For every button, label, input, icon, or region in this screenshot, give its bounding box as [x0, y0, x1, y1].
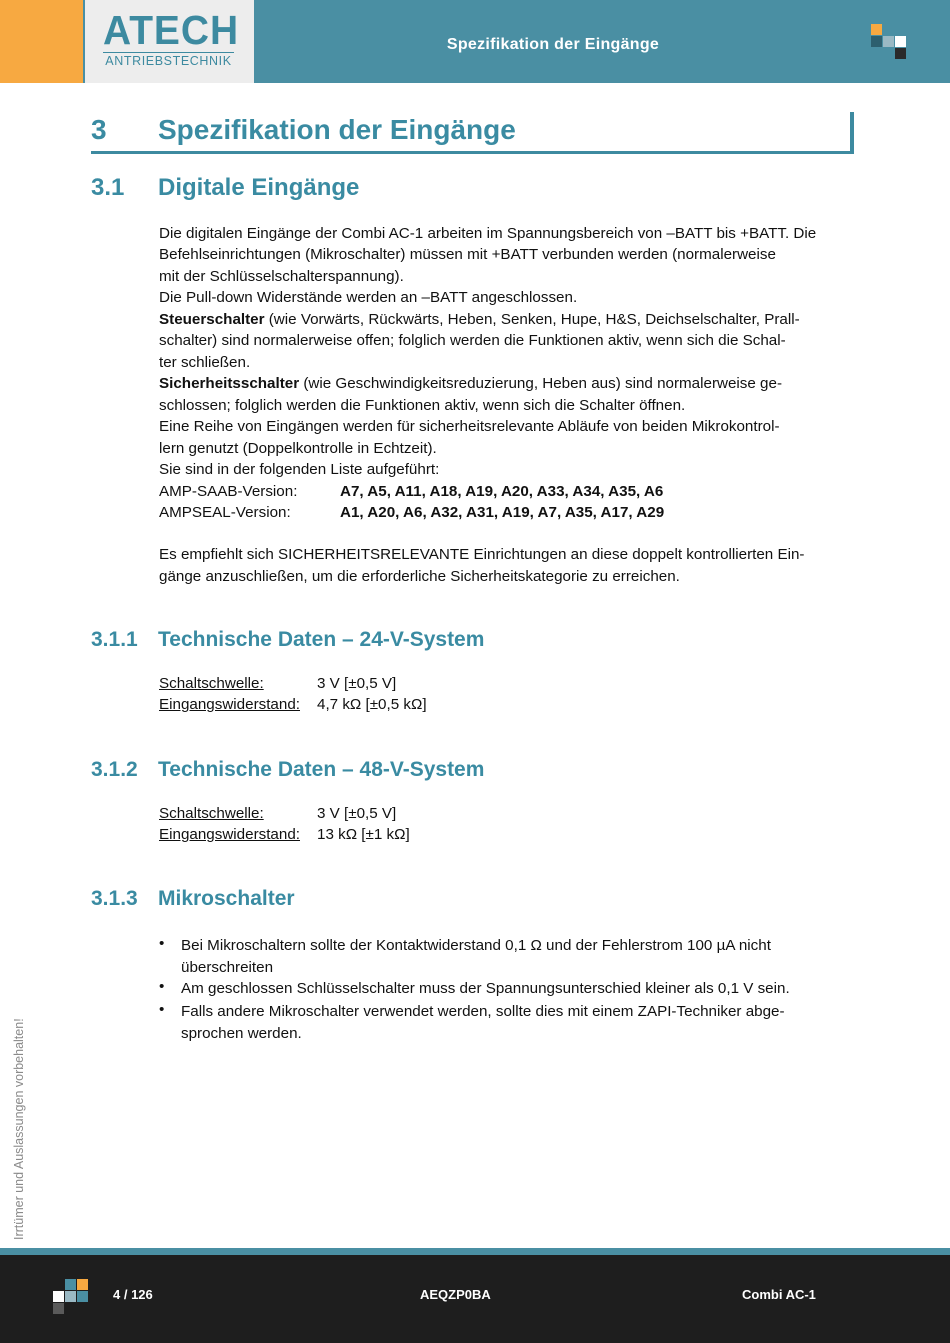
bullet-icon: •: [159, 935, 165, 952]
bullet-icon: •: [159, 978, 165, 995]
heading-rule: [850, 112, 854, 152]
heading-number: 3: [91, 114, 107, 145]
paragraph-line: schalter) sind normalerweise offen; folglich werden die Funktionen aktiv, wenn sich die Schal-: [159, 332, 786, 349]
heading-number: 3.1.1: [91, 628, 138, 651]
paragraph-line: Die digitalen Eingänge der Combi AC-1 arbeiten im Spannungsbereich von –BATT bis +BATT. Die: [159, 225, 817, 242]
logo-subtitle: ANTRIEBSTECHNIK: [103, 52, 234, 68]
page-header: [0, 0, 950, 83]
heading-title: Technische Daten – 48-V-System: [158, 758, 485, 781]
bullet-icon: •: [159, 1001, 165, 1018]
spec-value: 13 kΩ [±1 kΩ]: [317, 826, 410, 843]
heading-number: 3.1.3: [91, 887, 138, 910]
paragraph-line: Es empfiehlt sich SICHERHEITSRELEVANTE Einrichtungen an diese doppelt kontrollierten Ein-: [159, 546, 805, 563]
bullet-text: überschreiten: [181, 959, 274, 976]
heading-title: Mikroschalter: [158, 887, 295, 910]
paragraph-line: Sicherheitsschalter (wie Geschwindigkeitsreduzierung, Heben aus) sind normalerweise ge-: [159, 375, 782, 392]
heading-number: 3.1.2: [91, 758, 138, 781]
heading-number: 3.1: [91, 174, 125, 201]
spec-value: 3 V [±0,5 V]: [317, 805, 397, 822]
paragraph-line: Eine Reihe von Eingängen werden für sicherheitsrelevante Abläufe von beiden Mikrokontrol-: [159, 418, 780, 435]
bullet-text: Falls andere Mikroschalter verwendet werden, sollte dies mit einem ZAPI-Techniker abge-: [181, 1003, 785, 1020]
spec-label: Eingangswiderstand:: [159, 696, 300, 713]
heading-title: Spezifikation der Eingänge: [158, 114, 516, 145]
header-title: Spezifikation der Eingänge: [446, 36, 660, 53]
bullet-text: Am geschlossen Schlüsselschalter muss der Spannungsunterschied kleiner als 0,1 V sein.: [181, 980, 790, 997]
section-heading-3: [91, 112, 854, 154]
spec-label: Schaltschwelle:: [159, 675, 264, 692]
paragraph-line: schlossen; folglich werden die Funktionen aktiv, wenn sich die Schalter öffnen.: [159, 397, 686, 414]
page-footer: [0, 1255, 950, 1343]
term-steuerschalter: Steuerschalter: [159, 311, 265, 328]
paragraph-line: Befehlseinrichtungen (Mikroschalter) müssen mit +BATT verbunden werden (normalerweise: [159, 246, 776, 263]
version-pins: A1, A20, A6, A32, A31, A19, A7, A35, A17, A29: [340, 504, 665, 521]
heading-title: Technische Daten – 24-V-System: [158, 628, 485, 651]
bullet-text: Bei Mikroschaltern sollte der Kontaktwiderstand 0,1 Ω und der Fehlerstrom 100 µA nicht: [181, 937, 771, 954]
paragraph-line: Sie sind in der folgenden Liste aufgeführt:: [159, 461, 440, 478]
spec-label: Schaltschwelle:: [159, 805, 264, 822]
version-label: AMP-SAAB-Version:: [159, 483, 298, 500]
logo-wordmark: ATECH: [103, 7, 240, 53]
bullet-text: sprochen werden.: [181, 1025, 302, 1042]
heading-title: Digitale Eingänge: [158, 174, 360, 201]
page-number: 4 / 126: [113, 1287, 153, 1302]
side-disclaimer: Irrtümer und Auslassungen vorbehalten!: [12, 1018, 26, 1240]
version-label: AMPSEAL-Version:: [159, 504, 291, 521]
paragraph-line: Die Pull-down Widerstände werden an –BATT angeschlossen.: [159, 289, 578, 306]
spec-value: 4,7 kΩ [±0,5 kΩ]: [317, 696, 427, 713]
paragraph-line: Steuerschalter (wie Vorwärts, Rückwärts, Heben, Senken, Hupe, H&S, Deichselschalter, Prall-: [159, 311, 800, 328]
paragraph-line: ter schließen.: [159, 354, 251, 371]
document-code: AEQZP0BA: [420, 1287, 491, 1302]
spec-value: 3 V [±0,5 V]: [317, 675, 397, 692]
paragraph-line: gänge anzuschließen, um die erforderliche Sicherheitskategorie zu erreichen.: [159, 568, 680, 585]
product-name: Combi AC-1: [742, 1287, 816, 1302]
paragraph-line: mit der Schlüsselschalterspannung).: [159, 268, 404, 285]
version-pins: A7, A5, A11, A18, A19, A20, A33, A34, A35, A6: [340, 483, 664, 500]
company-logo: [85, 0, 254, 83]
paragraph-line: lern genutzt (Doppelkontrolle in Echtzeit).: [159, 440, 437, 457]
spec-label: Eingangswiderstand:: [159, 826, 300, 843]
header-accent-block: [0, 0, 83, 83]
term-sicherheitsschalter: Sicherheitsschalter: [159, 375, 300, 392]
footer-accent-line: [0, 1248, 950, 1255]
